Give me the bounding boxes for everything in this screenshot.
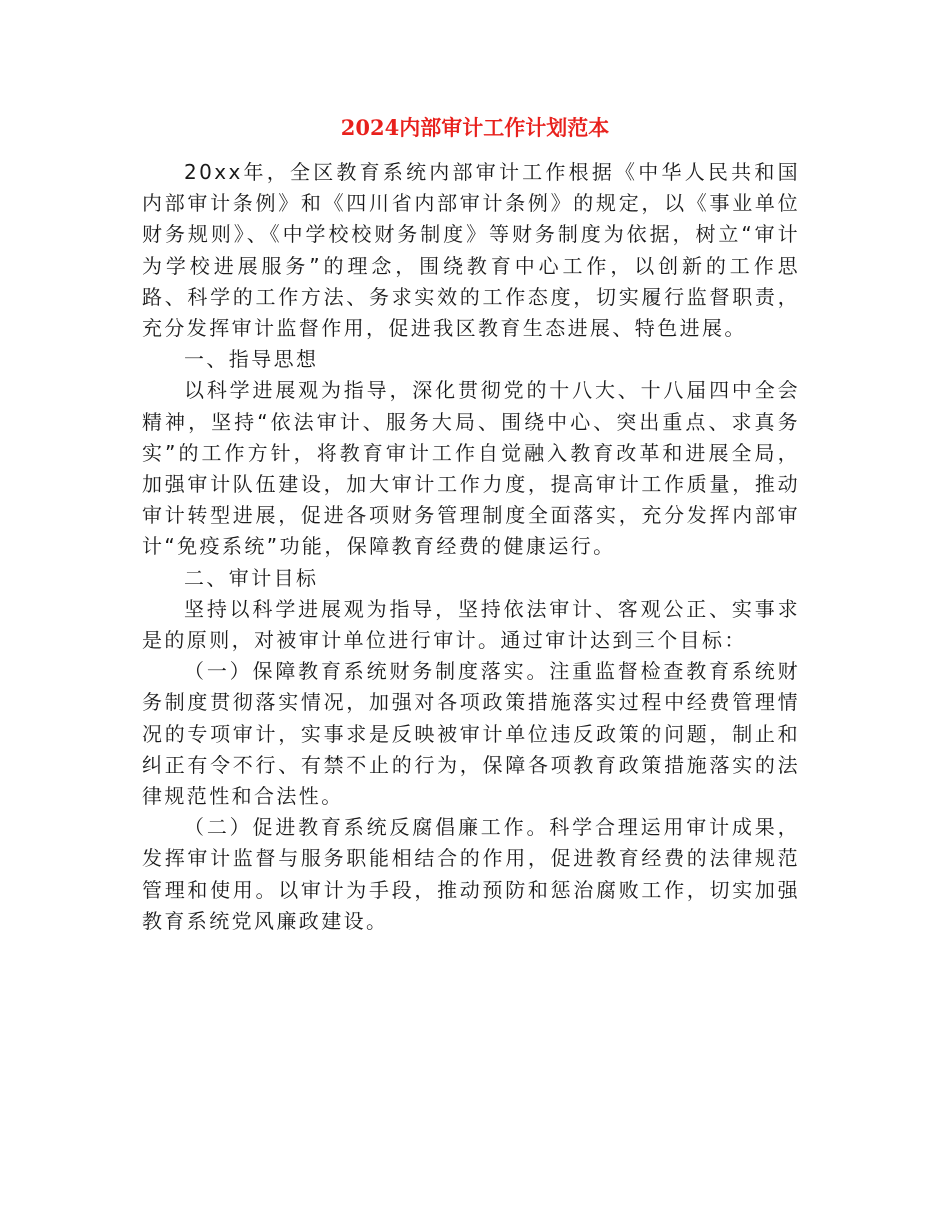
intro-paragraph: 20xx年，全区教育系统内部审计工作根据《中华人民共和国内部审计条例》和《四川省内部审计条例》的规定，以《事业单位财务规则》、《中学校校财务制度》等财务制度为依据，树立“审计为学校进展服务”的理念，围绕教育中心工作，以创新的工作思路、科学的工作方法、务求实效的工作态度，切实履行监督职责，充分发挥审计监督作用，促进我区教育生态进展、特色进展。 [142, 160, 800, 341]
section-heading-audit-goals: 二、审计目标 [184, 565, 319, 590]
goal-two-paragraph: （二）促进教育系统反腐倡廉工作。科学合理运用审计成果，发挥审计监督与服务职能相结合的作用，促进教育经费的法律规范管理和使用。以审计为手段，推动预防和惩治腐败工作，切实加强教育系统党风廉政建设。 [142, 815, 800, 933]
goal-one-paragraph: （一）保障教育系统财务制度落实。注重监督检查教育系统财务制度贯彻落实情况，加强对各项政策措施落实过程中经费管理情况的专项审计，实事求是反映被审计单位违反政策的问题，制止和纠正有令不行、有禁不止的行为，保障各项教育政策措施落实的法律规范性和合法性。 [142, 659, 800, 809]
document-body [142, 157, 800, 937]
section-heading-guiding-ideology: 一、指导思想 [184, 347, 319, 372]
guiding-ideology-paragraph: 以科学进展观为指导，深化贯彻党的十八大、十八届四中全会精神，坚持“依法审计、服务大局、围绕中心、突出重点、求真务实”的工作方针，将教育审计工作自觉融入教育改革和进展全局，加强审计队伍建设，加大审计工作力度，提高审计工作质量，推动审计转型进展，促进各项财务管理制度全面落实，充分发挥内部审计“免疫系统”功能，保障教育经费的健康运行。 [142, 378, 800, 559]
document-title: 2024内部审计工作计划范本 [340, 115, 610, 140]
audit-goals-paragraph: 坚持以科学进展观为指导，坚持依法审计、客观公正、实事求是的原则，对被审计单位进行审计。通过审计达到三个目标： [142, 596, 800, 653]
